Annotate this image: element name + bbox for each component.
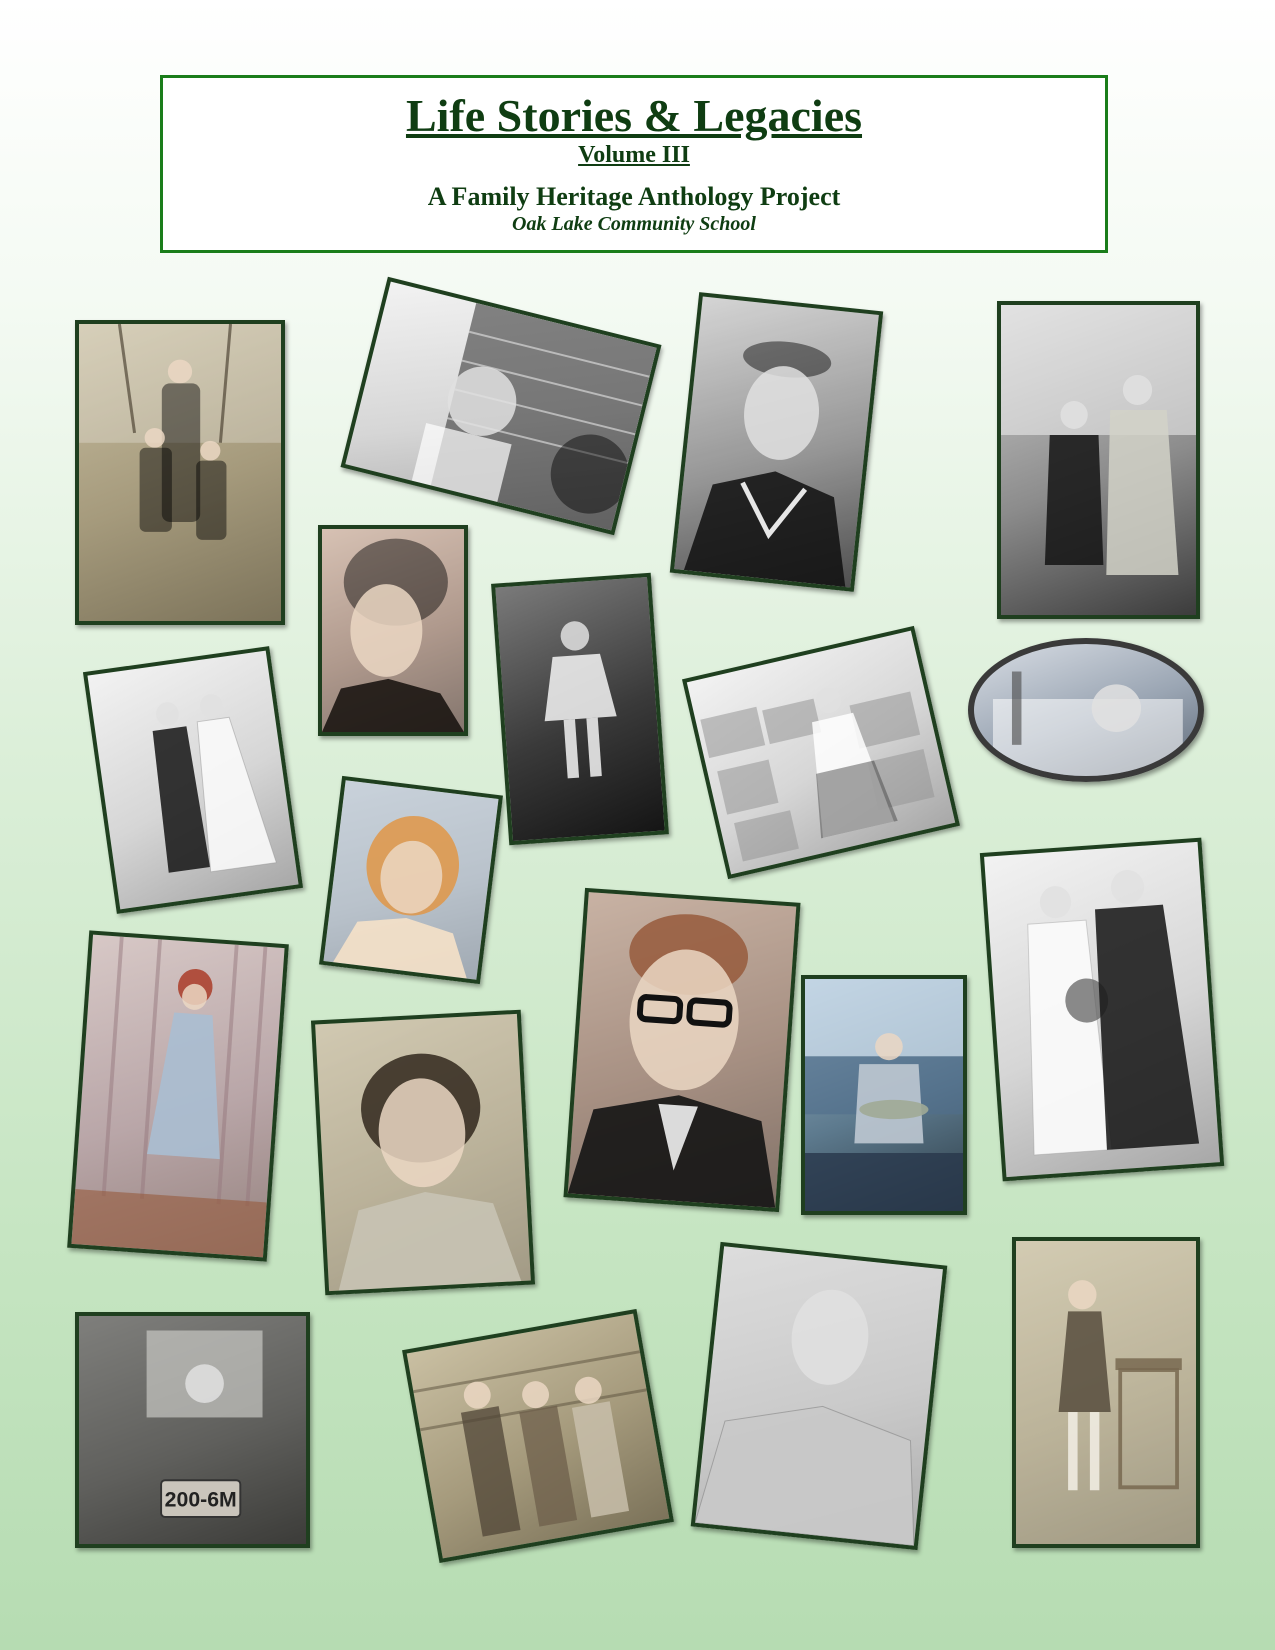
photo-young-woman-pearls bbox=[311, 1010, 535, 1296]
photo-woman-blue-dress bbox=[67, 930, 289, 1261]
photo-girl-night bbox=[491, 573, 669, 846]
photo-woman-updo bbox=[318, 525, 468, 736]
photo-wedding-bouquet bbox=[980, 838, 1224, 1182]
photo-three-children bbox=[402, 1309, 674, 1563]
photo-child-blonde bbox=[319, 776, 503, 984]
photo-man-fish-boat bbox=[801, 975, 967, 1215]
photo-couple-coats bbox=[997, 301, 1200, 619]
photo-sailor-portrait bbox=[670, 292, 883, 592]
cover-subtitle: A Family Heritage Anthology Project bbox=[427, 181, 841, 211]
photo-man-smiling bbox=[691, 1242, 948, 1550]
photo-woman-stone-wall bbox=[682, 626, 960, 879]
photo-baby-brick-wall bbox=[340, 277, 661, 535]
photo-boy-train bbox=[75, 1312, 310, 1548]
photo-wedding-couple bbox=[83, 646, 303, 914]
photo-girl-writing-desk bbox=[1012, 1237, 1200, 1548]
cover-volume: Volume III bbox=[578, 142, 690, 169]
cover-title: Life Stories & Legacies bbox=[405, 90, 863, 141]
cover-school: Oak Lake Community School bbox=[512, 213, 756, 236]
train-plate-text: 200-6M bbox=[164, 1487, 237, 1512]
photo-man-hospital-oval bbox=[968, 638, 1204, 782]
photo-young-man-glasses bbox=[563, 888, 800, 1212]
photo-mother-children bbox=[75, 320, 285, 625]
title-box bbox=[160, 75, 1108, 253]
